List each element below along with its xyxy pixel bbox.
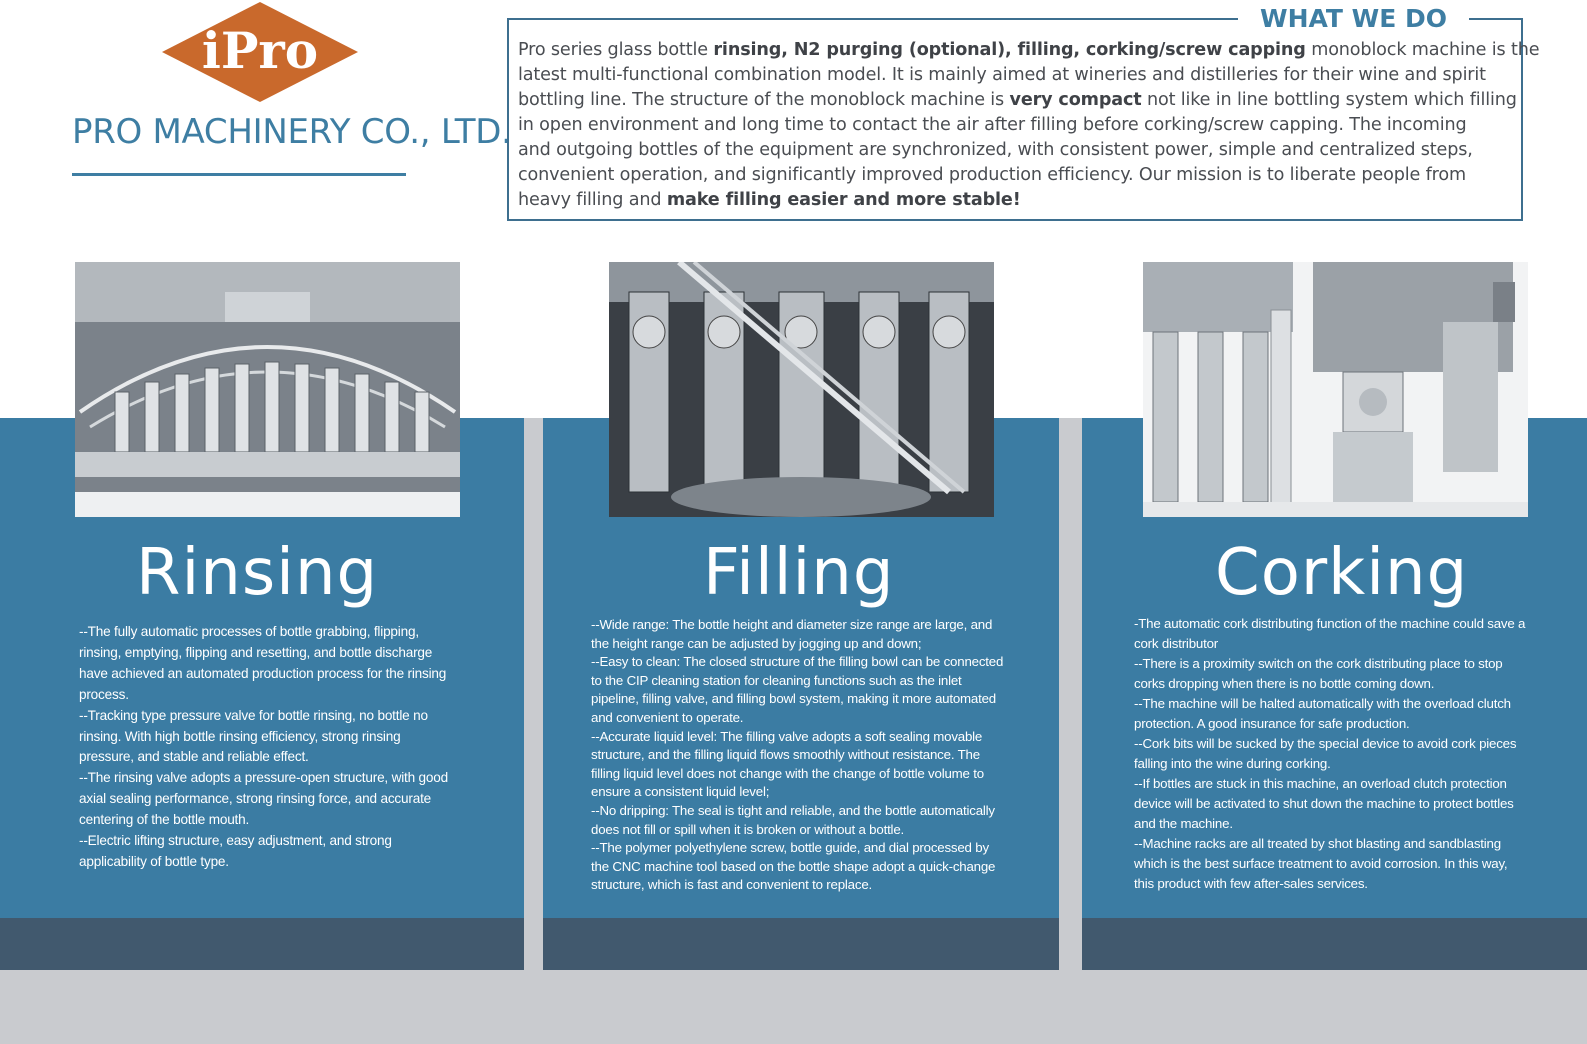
feature-line: axial sealing performance, strong rinsing force, and accurate	[79, 791, 432, 807]
body-text: not like in line bottling system which filling	[1141, 90, 1517, 110]
corking-feature-list	[1134, 614, 1584, 894]
feature-line: the CNC machine tool based on the bottle shape adopt a quick-change	[591, 858, 996, 874]
feature-line: --The machine will be halted automatically with the overload clutch	[1134, 696, 1511, 711]
feature-line: --The fully automatic processes of bottle grabbing, flipping,	[79, 624, 419, 639]
corking-machine-photo	[1143, 262, 1528, 517]
panel-title-corking: Corking	[1215, 536, 1469, 610]
ipro-logo	[160, 2, 360, 102]
feature-line: does not fill or spill when it is broken or without a bottle.	[591, 821, 905, 837]
feature-line: --Tracking type pressure valve for bottle rinsing, no bottle no	[79, 707, 428, 723]
feature-line: process.	[79, 686, 129, 702]
rinsing-feature-list	[79, 622, 519, 873]
feature-line: and convenient to operate.	[591, 709, 744, 725]
body-text: convenient operation, and significantly improved production efficiency. Our mission is to liberate people from	[518, 165, 1466, 185]
body-text: heavy filling and	[518, 190, 667, 210]
logo-text: iPro	[201, 21, 319, 80]
feature-line: --Easy to clean: The closed structure of the filling bowl can be connected	[591, 654, 1004, 670]
feature-line: the height range can be adjusted by jogging up and down;	[591, 635, 922, 651]
panel-footer	[543, 918, 1059, 970]
feature-line: protection. A good insurance for safe production.	[1134, 716, 1410, 731]
feature-line: --If bottles are stuck in this machine, an overload clutch protection	[1134, 776, 1507, 791]
what-we-do-line	[518, 188, 1522, 213]
feature-line: and the machine.	[1134, 816, 1233, 831]
body-text: latest multi-functional combination model. It is mainly aimed at wineries and distilleries for their wine and spirit	[518, 65, 1486, 85]
feature-line: to the CIP cleaning station for cleaning functions such as the inlet	[591, 672, 962, 688]
body-text: Pro series glass bottle	[518, 40, 714, 60]
what-we-do-line	[518, 138, 1522, 163]
what-we-do-line	[518, 88, 1522, 113]
feature-line: device will be activated to shut down the machine to protect bottles	[1134, 796, 1514, 811]
body-text: and outgoing bottles of the equipment are synchronized, with consistent power, simple and centralized steps,	[518, 140, 1473, 160]
rinsing-machine-photo	[75, 262, 460, 517]
highlight-text: very compact	[1009, 90, 1142, 110]
feature-line: pipeline, filling valve, and filling bowl system, making it more automated	[591, 691, 996, 707]
highlight-text: make filling easier and more stable!	[666, 190, 1021, 210]
what-we-do-title: WHAT WE DO	[1238, 2, 1469, 36]
feature-line: --The polymer polyethylene screw, bottle guide, and dial processed by	[591, 840, 989, 856]
feature-line: --Accurate liquid level: The filling valve adopts a soft sealing movable	[591, 728, 983, 744]
filling-machine-photo	[609, 262, 994, 517]
what-we-do-line	[518, 163, 1522, 188]
feature-line: filling liquid level does not change with the change of bottle volume to	[591, 765, 984, 781]
body-text: bottling line. The structure of the monoblock machine is	[518, 90, 1010, 110]
panel-title-filling: Filling	[703, 536, 895, 610]
panel-footer	[0, 918, 524, 970]
feature-line: which is the best surface treatment to avoid corrosion. In this way,	[1134, 856, 1508, 871]
body-text: monoblock machine is the	[1305, 40, 1540, 60]
feature-line: pressure, and stable and reliable effect.	[79, 749, 309, 765]
feature-line: --Electric lifting structure, easy adjustment, and strong	[79, 833, 392, 849]
what-we-do-line	[518, 63, 1522, 88]
what-we-do-line	[518, 38, 1540, 63]
feature-line: --No dripping: The seal is tight and reliable, and the bottle automatically	[591, 802, 995, 818]
feature-line: have achieved an automated production process for the rinsing	[79, 665, 447, 681]
feature-line: structure, and the filling liquid flows smoothly without resistance. The	[591, 747, 980, 763]
what-we-do-line	[518, 113, 1522, 138]
panel-gap	[524, 418, 543, 970]
feature-line: applicability of bottle type.	[79, 853, 229, 869]
feature-line: --There is a proximity switch on the cork distributing place to stop	[1134, 656, 1503, 671]
feature-line: structure, which is fast and convenient to replace.	[591, 877, 873, 893]
panel-gap	[1059, 418, 1082, 970]
feature-line: corks dropping when there is no bottle coming down.	[1134, 676, 1435, 691]
panel-footer	[1082, 918, 1587, 970]
feature-line: ensure a consistent liquid level;	[591, 784, 770, 800]
feature-line: --Wide range: The bottle height and diameter size range are large, and	[591, 617, 993, 632]
feature-line: rinsing, emptying, flipping and resetting, and bottle discharge	[79, 644, 433, 660]
company-underline	[72, 173, 406, 176]
filling-feature-list	[591, 616, 1051, 895]
feature-line: --Machine racks are all treated by shot blasting and sandblasting	[1134, 836, 1501, 851]
panel-title-rinsing: Rinsing	[136, 536, 379, 610]
feature-line: centering of the bottle mouth.	[79, 812, 250, 828]
body-text: in open environment and long time to contact the air after filling before corking/screw capping. The incoming	[518, 115, 1467, 135]
highlight-text: rinsing, N2 purging (optional), filling, corking/screw capping	[713, 40, 1306, 60]
feature-line: cork distributor	[1134, 636, 1218, 651]
what-we-do-text	[518, 38, 1540, 213]
feature-line: -The automatic cork distributing function of the machine could save a	[1134, 616, 1526, 631]
bottom-band	[0, 970, 1587, 1044]
feature-line: --Cork bits will be sucked by the special device to avoid cork pieces	[1134, 736, 1517, 751]
feature-line: --The rinsing valve adopts a pressure-open structure, with good	[79, 770, 448, 786]
feature-line: rinsing. With high bottle rinsing efficiency, strong rinsing	[79, 728, 401, 744]
company-name: PRO MACHINERY CO., LTD.	[72, 112, 512, 152]
feature-line: falling into the wine during corking.	[1134, 756, 1331, 771]
feature-line: this product with few after-sales services.	[1134, 876, 1368, 891]
